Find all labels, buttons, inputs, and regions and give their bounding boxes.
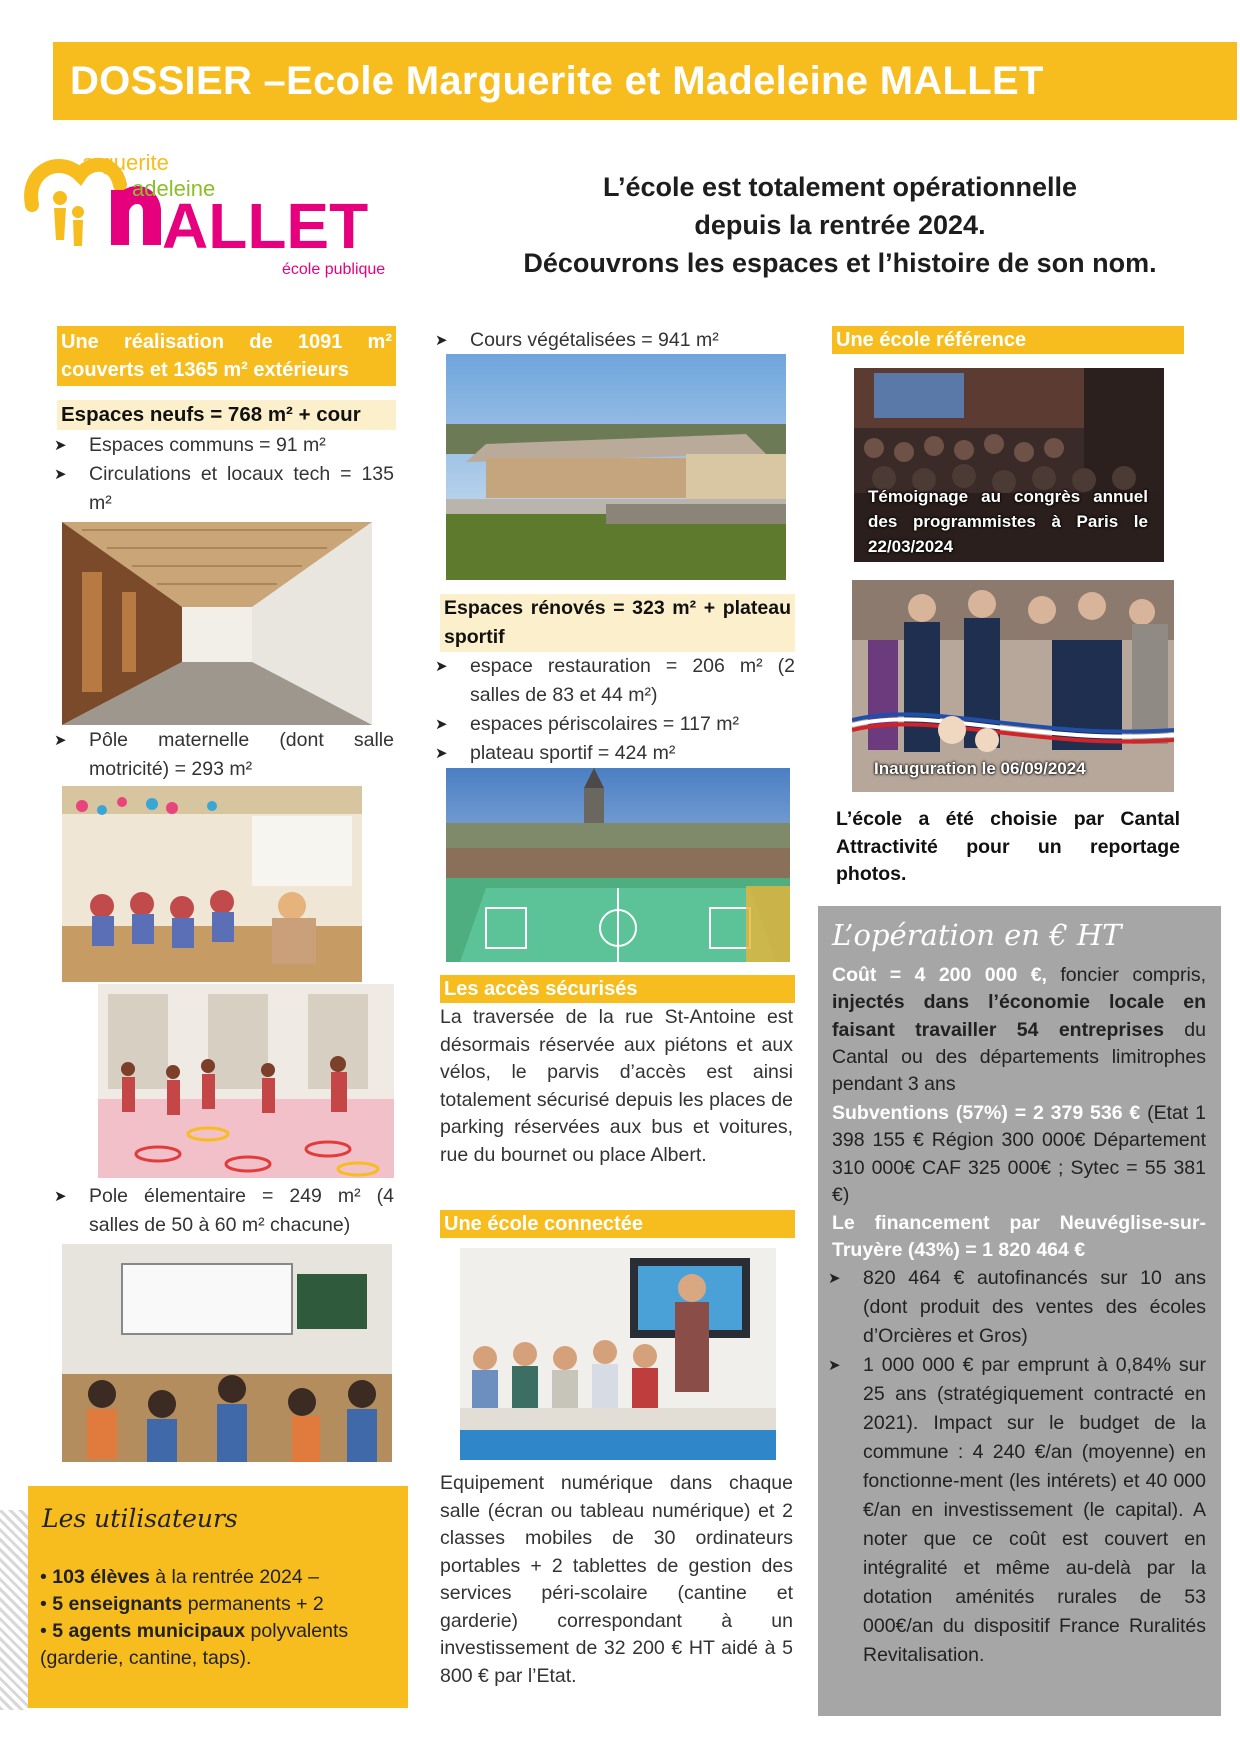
maternelle-list bbox=[54, 726, 394, 784]
subsidies-text bbox=[832, 1100, 1206, 1209]
users-list bbox=[40, 1564, 400, 1672]
list-item: ➤ Espaces communs = 91 m² bbox=[54, 431, 394, 460]
intro-line-3: Découvrons les espaces et l’histoire de son nom. bbox=[523, 248, 1157, 278]
logo-line2: adeleine bbox=[132, 176, 216, 201]
intro-line-1: L’école est totalement opérationnelle bbox=[602, 172, 1078, 202]
connected-title: Une école connectée bbox=[440, 1210, 795, 1238]
cost-rest: foncier compris, bbox=[1046, 964, 1206, 986]
attractivite-text: L’école a été choisie par Cantal Attractivité pour un reportage photos. bbox=[836, 808, 1180, 885]
classroom-photo bbox=[62, 1244, 392, 1462]
sports-plateau-photo bbox=[446, 768, 790, 962]
intro-text bbox=[470, 168, 1210, 282]
users-item-agents: • 5 agents municipaux polyvalents (garderie, cantine, taps). bbox=[40, 1620, 349, 1669]
financing-text bbox=[832, 1210, 1206, 1265]
financing-list bbox=[828, 1264, 1206, 1670]
access-text: La traversée de la rue St-Antoine est désormais réservée aux piétons et aux vélos, le parvis d’accès est ainsi totalement sécurisé depuis les places de parking réservées aux bus et voitures, rue du bournet ou place Albert. bbox=[440, 1006, 793, 1166]
school-logo bbox=[20, 150, 410, 290]
list-item: ➤ 1 000 000 € par emprunt à 0,84% sur 25 ans (stratégiquement contracté en 2021). Impact sur le budget de la commune : 4 240 €/an (moyenne) en fonctionne-ment (les intérets) et 40 000 €/an en investissement (le capital). A noter que ce coût est couvert en intégralité et même au-delà par la dotation aménités rurales de 53 000€/an du dispositif France Ruralités Revitalisation. bbox=[828, 1351, 1206, 1670]
list-item: ➤ espace restauration = 206 m² (2 salles de 83 et 44 m²) bbox=[435, 652, 795, 710]
cost-bold: injectés dans l’économie locale en faisant travailler 54 entreprises bbox=[832, 991, 1206, 1041]
list-item: ➤ plateau sportif = 424 m² bbox=[435, 739, 795, 768]
new-spaces-heading: Espaces neufs = 768 m² + cour bbox=[57, 400, 396, 430]
renovated-heading: Espaces rénovés = 323 m² + plateau sportif bbox=[440, 594, 795, 652]
page-title: DOSSIER –Ecole Marguerite et Madeleine MALLET bbox=[53, 42, 1237, 120]
logo-line1: arguerite bbox=[82, 150, 169, 175]
congress-caption: Témoignage au congrès annuel des programmistes à Paris le 22/03/2024 bbox=[868, 487, 1148, 556]
list-item: ➤ Pole élementaire = 249 m² (4 salles de 50 à 60 m² chacune) bbox=[54, 1182, 394, 1240]
list-item: ➤ espaces périscolaires = 117 m² bbox=[435, 710, 795, 739]
motricite-photo bbox=[98, 984, 394, 1178]
access-title: Les accès sécurisés bbox=[440, 975, 795, 1003]
list-item: ➤ Pôle maternelle (dont salle motricité) = 293 m² bbox=[54, 726, 394, 784]
surface-headline: Une réalisation de 1091 m² couverts et 1365 m² extérieurs bbox=[57, 326, 396, 386]
users-item-pupils: • 103 élèves à la rentrée 2024 – bbox=[40, 1566, 319, 1588]
operation-summary bbox=[832, 962, 1206, 1098]
corridor-photo bbox=[62, 522, 372, 725]
list-item: ➤ Circulations et locaux tech = 135 m² bbox=[54, 460, 394, 518]
cost-end: du Cantal ou des départements limitrophes pendant 3 ans bbox=[832, 1018, 1206, 1096]
hatch-decoration bbox=[0, 1510, 28, 1710]
school-exterior-photo bbox=[446, 354, 786, 580]
subsidies-rest: (Etat 1 398 155 € Région 300 000€ Département 310 000€ CAF 325 000€ ; Sytec = 55 381 €) bbox=[832, 1102, 1206, 1206]
connected-text: Equipement numérique dans chaque salle (écran ou tableau numérique) et 2 classes mobiles de 30 ordinateurs portables + 2 tablettes de gestion des services péri-scolaire (cantine et garderie) correspondant à un investissement de 32 200 € HT aidé à 5 800 € par l’Etat. bbox=[440, 1472, 793, 1687]
list-item: ➤ 820 464 € autofinancés sur 10 ans (dont produit des ventes des écoles d’Orcières et Gros) bbox=[828, 1264, 1206, 1351]
reference-title: Une école référence bbox=[832, 326, 1184, 354]
subsidies-label: Subventions (57%) = 2 379 536 € bbox=[832, 1102, 1141, 1124]
elementaire-list bbox=[54, 1182, 394, 1240]
logo-tagline: école publique bbox=[282, 261, 386, 278]
intro-line-2: depuis la rentrée 2024. bbox=[694, 210, 986, 240]
users-item-teachers: • 5 enseignants permanents + 2 bbox=[40, 1593, 324, 1615]
inauguration-caption: Inauguration le 06/09/2024 bbox=[874, 759, 1086, 778]
logo-line3: ALLET bbox=[162, 190, 369, 262]
logo-graphic bbox=[20, 150, 410, 290]
users-title: Les utilisateurs bbox=[42, 1504, 238, 1533]
financing-label: Le financement par Neuvéglise-sur-Truyère (43%) = 1 820 464 € bbox=[832, 1212, 1206, 1262]
cost-label: Coût = 4 200 000 €, bbox=[832, 964, 1047, 986]
operation-title: L’opération en € HT bbox=[832, 918, 1122, 952]
maternelle-photo bbox=[62, 786, 362, 982]
list-item: ➤ Cours végétalisées = 941 m² bbox=[435, 326, 795, 355]
new-spaces-list bbox=[54, 431, 394, 518]
connected-class-photo bbox=[460, 1248, 776, 1460]
renovated-list bbox=[435, 652, 795, 768]
operation-box bbox=[818, 906, 1221, 1716]
cours-list bbox=[435, 326, 795, 355]
users-box bbox=[28, 1486, 408, 1708]
